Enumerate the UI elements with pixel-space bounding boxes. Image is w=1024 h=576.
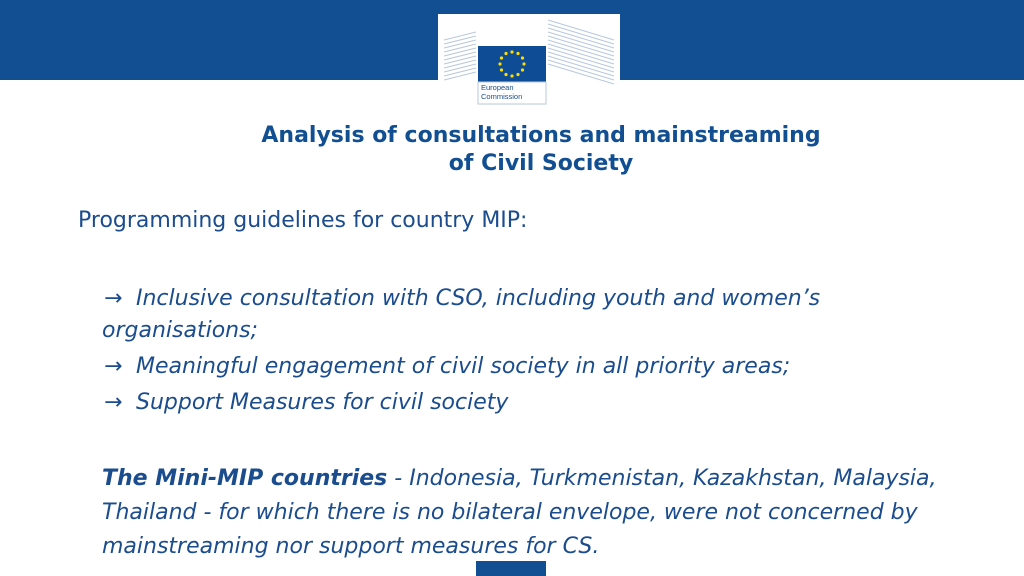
list-item: [102, 351, 972, 383]
european-commission-logo: [438, 14, 620, 110]
arrow-right-icon: →: [104, 354, 123, 379]
guideline-list: [102, 283, 972, 423]
arrow-right-icon: →: [104, 390, 123, 415]
list-item-text: Support Measures for civil society: [136, 390, 509, 415]
list-item-text: Inclusive consultation with CSO, including youth and women’s organisations;: [102, 286, 821, 343]
logo-text: [479, 84, 547, 101]
list-item-text: Meaningful engagement of civil society in all priority areas;: [136, 354, 791, 379]
arrow-right-icon: →: [104, 286, 123, 311]
mini-mip-lead: The Mini-MIP countries: [102, 466, 388, 491]
mini-mip-note: [102, 462, 982, 564]
list-item: [102, 387, 972, 419]
logo-line-european: European: [481, 83, 514, 92]
list-item: [102, 283, 972, 347]
slide-title: [180, 122, 902, 178]
bottom-tab: [476, 561, 546, 576]
logo-line-commission: Commission: [481, 91, 523, 101]
slide-title-line2: of Civil Society: [448, 151, 634, 176]
mini-mip-text: - Indonesia, Turkmenistan, Kazakhstan, Malaysia, Thailand - for which there is no bilateral envelope, were not concerned by mainstreaming nor support measures for CS.: [102, 466, 937, 559]
intro-text: Programming guidelines for country MIP:: [78, 208, 528, 233]
slide-title-line1: Analysis of consultations and mainstreaming: [261, 123, 821, 148]
